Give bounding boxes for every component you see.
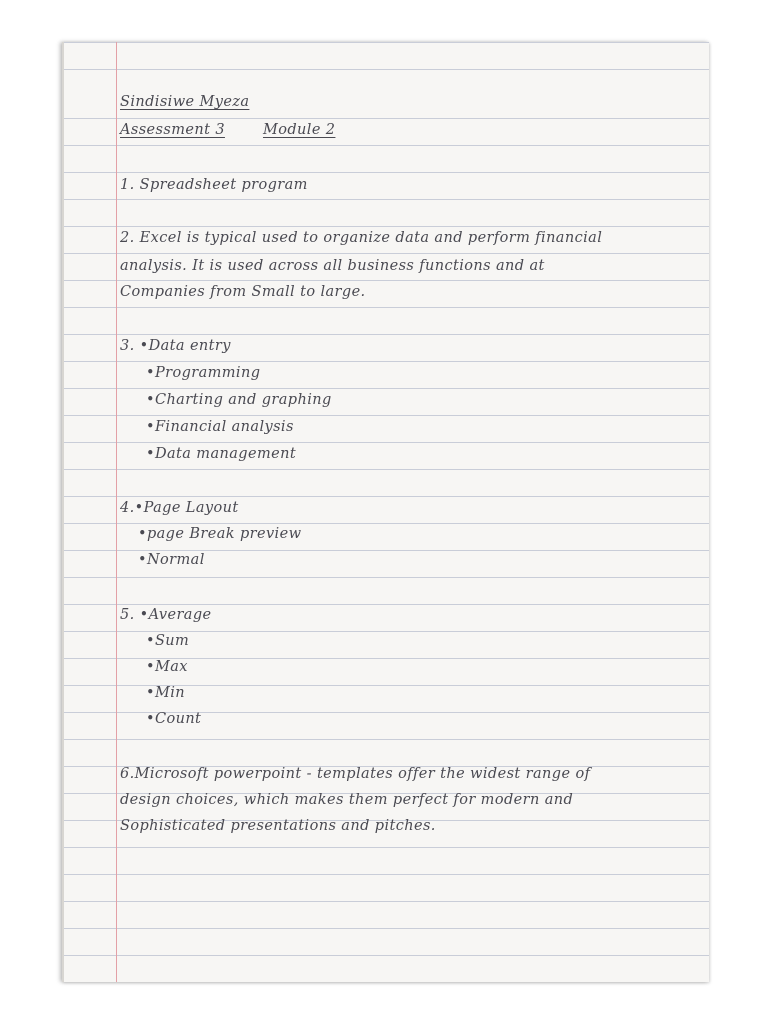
margin-line <box>116 42 117 982</box>
answer-3-line-1: 3. •Data entry <box>120 338 231 354</box>
module-label: Module 2 <box>262 122 336 138</box>
answer-4-line-3: •Normal <box>138 552 205 568</box>
answer-5-line-5: •Count <box>146 711 202 727</box>
assessment-label: Assessment 3 <box>120 122 225 138</box>
answer-3-line-4: •Financial analysis <box>146 419 294 435</box>
answer-2-line-3: Companies from Small to large. <box>120 284 366 300</box>
answer-3-line-3: •Charting and graphing <box>146 392 332 408</box>
answer-2-line-2: analysis. It is used across all business functions and at <box>120 258 545 274</box>
answer-6-line-2: design choices, which makes them perfect for modern and <box>120 792 574 808</box>
student-name: Sindisiwe Myeza <box>120 94 250 110</box>
answer-1: 1. Spreadsheet program <box>120 177 308 193</box>
answer-5-line-2: •Sum <box>146 633 190 649</box>
answer-2-line-1: 2. Excel is typical used to organize data and perform financial <box>120 230 603 246</box>
answer-5-line-4: •Min <box>146 685 185 701</box>
answer-6-line-3: Sophisticated presentations and pitches. <box>120 818 436 834</box>
answer-4-line-1: 4.•Page Layout <box>120 500 239 516</box>
answer-5-line-1: 5. •Average <box>120 607 212 623</box>
notebook-page <box>62 42 709 982</box>
answer-6-line-1: 6.Microsoft powerpoint - templates offer the widest range of <box>120 766 591 782</box>
answer-3-line-2: •Programming <box>146 365 261 381</box>
assessment-heading <box>120 122 335 138</box>
answer-4-line-2: •page Break preview <box>138 526 302 542</box>
answer-3-line-5: •Data management <box>146 446 297 462</box>
answer-5-line-3: •Max <box>146 659 188 675</box>
